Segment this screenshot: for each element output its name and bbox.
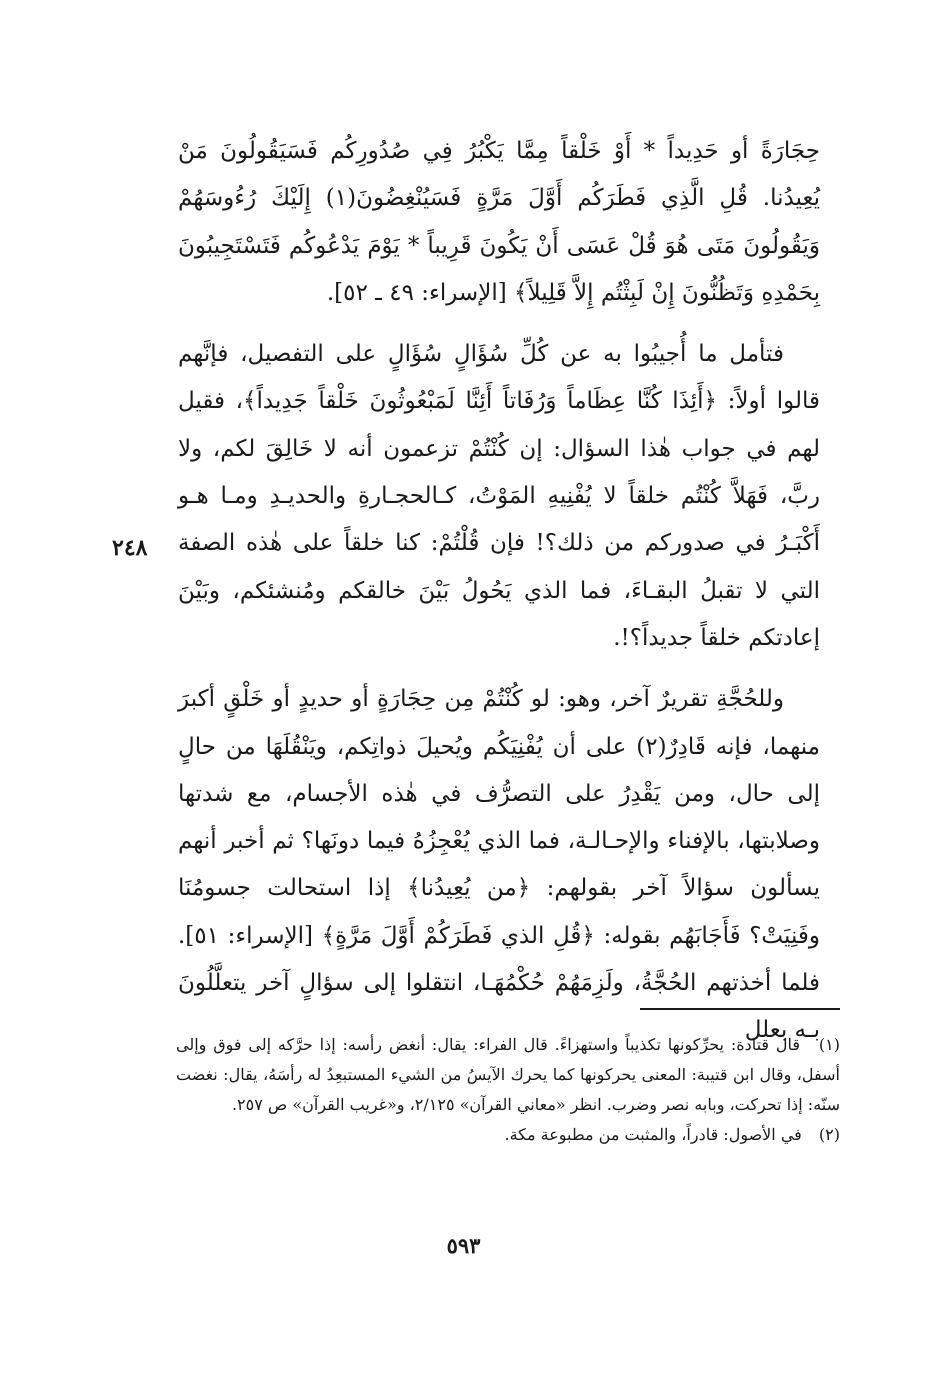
- text-line: يسألون سؤالاً آخر بقولهم: ﴿من يُعِيدُنا﴾ إذا استحالت جسومُنَا وفَنِيَتْ؟: [178, 875, 820, 949]
- text-line: حِجَارَةً أو حَدِيداً * أَوْ خَلْقاً مِمَّا يَكْبُرُ فِي صُدُورِكُم فَسَيَقُولُونَ مَنْ يُعِيدُنا.: [178, 138, 821, 212]
- text-line: لَبِثْتُم إِلاَّ قَلِيلاً﴾ [الإسراء: ٤٩ ـ ٥٢].: [326, 279, 645, 306]
- verse-continuation: [178, 128, 820, 317]
- footnotes: [176, 1030, 840, 1150]
- text-line: وللحُجَّةِ تقريرٌ آخر، وهو: لو كُنْتُمْ مِن حِجَارَةٍ أو حديدٍ أو خَلْقٍ: [223, 686, 784, 713]
- footnote-1: [176, 1030, 840, 1120]
- margin-number: ٢٤٨: [112, 535, 148, 561]
- text-line: حالٍ إلى حال، ومن يَقْدِرُ على التصرُّف في هٰذه الأجسام، مع شدتها: [178, 733, 820, 807]
- footnote-line: قال قتادة: يحرِّكونها تكذيباً واستهزاءً. قال الفراء: يقال: أنغض رأسه: إذا حرَّكه إلى: [248, 1035, 801, 1054]
- text-line: جواب هٰذا السؤال: إن كُنْتُمْ تزعمون أنه لا خَالِقَ لكم، ولا ربَّ، فَهَلاَّ: [178, 435, 821, 510]
- text-line: فتأمل ما أُجيبُوا به عن كُلِّ سُؤَالٍ سُؤَالٍ على التفصيل، فإنَّهم قالوا: [178, 341, 821, 415]
- footnote-2: [176, 1120, 840, 1150]
- footnote-line: فوق وإلى أسفل، وقال ابن قتيبة: المعنى يحركونها كما يحرك الآيسُ من الشيء المستبعِدُ له: [176, 1035, 840, 1084]
- footnote-line: رأسَهُ، يقال: نغضت سنّه: إذا تحركت، وبابه نصر وضرب. انظر «معاني القرآن»: [176, 1065, 840, 1114]
- paragraph-argument: [178, 676, 820, 1054]
- footnote-line: ٢/١٢٥، و«غريب القرآن» ص ٢٥٧.: [231, 1095, 455, 1114]
- main-text: [178, 128, 820, 1055]
- page-number: ٥٩٣: [446, 1233, 481, 1258]
- text-line: هُوَ قُلْ عَسَى أَنْ يَكُونَ قَرِيباً * يَوْمَ يَدْعُوكُم فَتَسْتَجِيبُونَ بِحَمْدِهِ وَتَظُنُّونَ إِنْ: [178, 232, 820, 306]
- text-line: خلقاً جديداً؟!.: [613, 624, 741, 651]
- text-line: قُلِ الَّذِي فَطَرَكُم أَوَّلَ مَرَّةٍ فَسَيُنْغِضُونَ(١) إِلَيْكَ رُءُوسَهُمْ وَيَقُولُونَ مَتَى: [178, 185, 820, 259]
- footnote-mark: (٢): [818, 1125, 840, 1144]
- paragraph-answers: [178, 331, 820, 662]
- text-line: أكبرَ منهما، فإنه قَادِرٌ(٢) على أن يُفْنِيَكُم ويُحيلَ ذواتِكم، ويَنْقُلَهَا من: [178, 686, 820, 760]
- text-line: أولاً: ﴿أَئِذَا كُنَّا عِظَاماً وَرُفَاتاً أَئِنَّا لَمَبْعُوثُونَ خَلْقاً جَدِيداً﴾، فقيل لهم في: [178, 388, 820, 462]
- footnote-separator: [640, 1008, 840, 1010]
- text-line: كُنْتُم خلقاً لا يُفْنِيهِ المَوْتُ، كـالحجـارةِ والحديـدِ ومـا هـو أَكْبَـرُ: [178, 483, 820, 557]
- text-line: الحُجَّةُ، ولَزِمَهُمْ حُكْمُهَـا، انتقلوا إلى سؤالٍ آخر يتعلَّلُونَ بـه بعلل: [178, 970, 820, 1044]
- footnote-line: في الأصول: قادراً، والمثبت من مطبوعة مكة.: [504, 1125, 802, 1144]
- text-line: وصلابتها، بالإفناء والإحـالـة، فما الذي يُعْجِزُهُ فيما دونَها؟ ثم أخبر أنهم: [178, 828, 820, 855]
- text-line: لا تقبلُ البقـاءَ، فما الذي يَحُولُ بَيْنَ خالقكم ومُنشئكم، وبَيْنَ إعادتكم: [178, 577, 820, 651]
- footnote-mark: (١): [818, 1035, 840, 1054]
- text-line: فَأَجَابَهُم بقوله: ﴿قُلِ الذي فَطَرَكُمْ أَوَّلَ مَرَّةٍ﴾ [الإسراء: ٥١]. فلما أخذتهم: [178, 922, 821, 997]
- text-line: في صدوركم من ذلك؟! فإن قُلْتُمْ: كنا خلقاً على هٰذه الصفة التي: [178, 530, 821, 604]
